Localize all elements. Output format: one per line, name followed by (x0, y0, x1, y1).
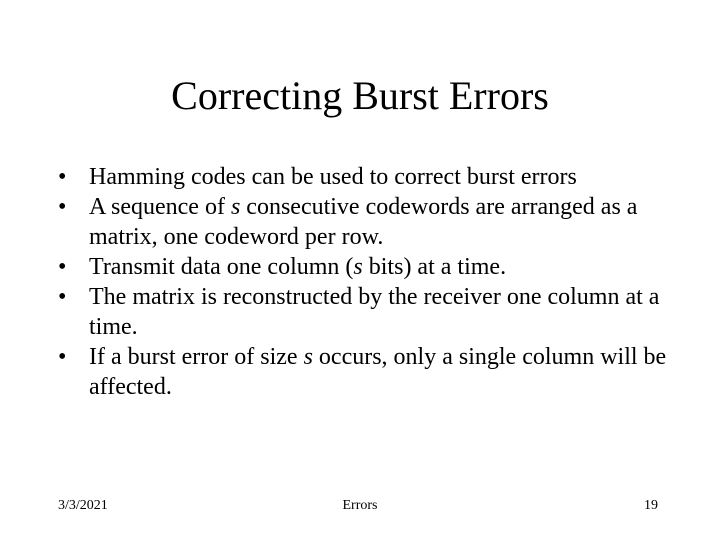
bullet-item (58, 192, 698, 252)
bullet-dot: • (58, 344, 67, 370)
bullet-item (58, 252, 698, 282)
bullet-text: If a burst error of size (89, 344, 304, 370)
bullet-text: Hamming codes can be used to correct burst errors (89, 164, 577, 190)
bullet-dot: • (58, 254, 67, 280)
slide-title: Correcting Burst Errors (171, 73, 549, 118)
bullet-dot: • (58, 194, 67, 220)
italic-variable: s (303, 344, 313, 370)
bullet-text: consecutive codewords are arranged as a matrix, one codeword per row. (89, 194, 638, 250)
bullet-text: Transmit data one column ( (89, 254, 354, 280)
bullet-dot: • (58, 164, 67, 190)
italic-variable: s (230, 194, 241, 220)
footer-center-label: Errors (342, 498, 378, 513)
footer-date: 3/3/2021 (58, 498, 108, 513)
bullet-item (58, 342, 698, 402)
bullet-list (58, 162, 698, 402)
bullet-text: occurs, only a single column will be affected. (89, 344, 667, 400)
slide-number: 19 (644, 498, 658, 513)
bullet-text: bits) at a time. (362, 254, 507, 280)
bullet-text: A sequence of (89, 194, 231, 220)
bullet-text: The matrix is reconstructed by the receiver one column at a time. (89, 284, 660, 340)
bullet-item (58, 282, 698, 342)
bullet-dot: • (58, 284, 67, 310)
bullet-item (58, 162, 698, 192)
italic-variable: s (353, 254, 363, 280)
